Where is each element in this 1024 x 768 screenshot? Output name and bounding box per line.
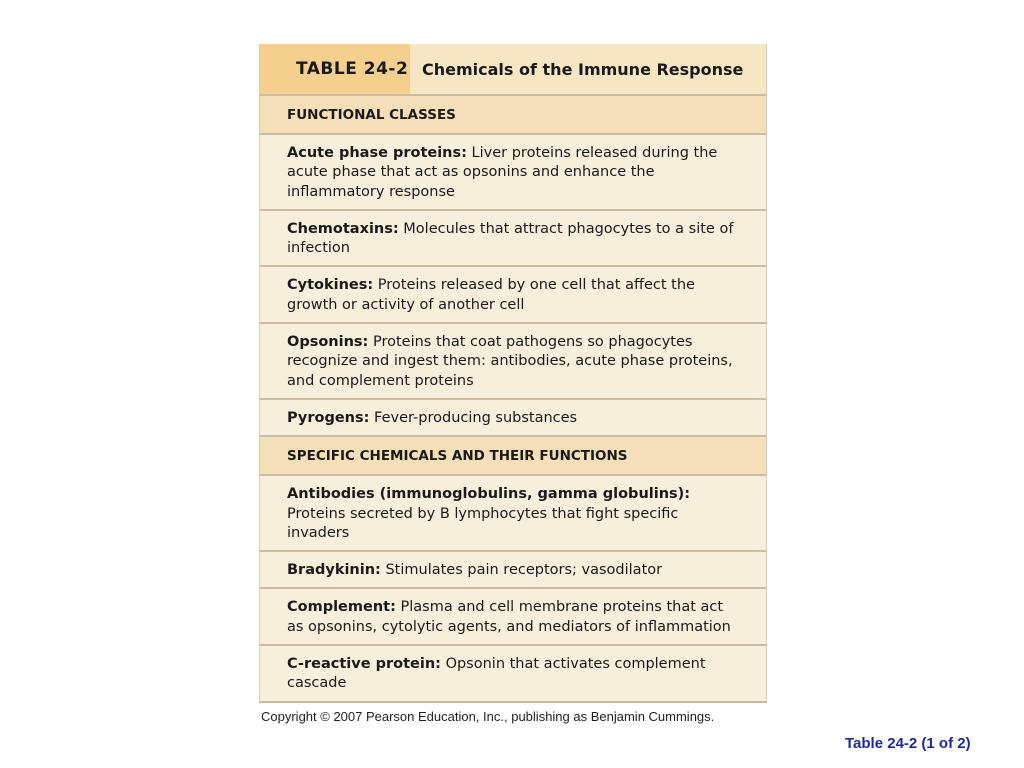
row-term: Acute phase proteins:	[287, 145, 467, 161]
section-heading: SPECIFIC CHEMICALS AND THEIR FUNCTIONS	[260, 437, 766, 476]
row-term: Complement:	[287, 599, 396, 616]
table-row	[260, 476, 766, 552]
copyright-notice: Copyright © 2007 Pearson Education, Inc., publishing as Benjamin Cummings.	[261, 709, 715, 724]
row-term: Antibodies (immunoglobulins, gamma globulins):	[287, 486, 691, 503]
row-definition: Stimulates pain receptors; vasodilator	[385, 562, 663, 579]
table-row	[260, 211, 766, 268]
row-term: Chemotaxins:	[287, 220, 399, 237]
row-term: Cytokines:	[287, 277, 374, 294]
row-definition: Liver proteins released during the acute phase that act as opsonins and enhance the inflammatory response	[287, 145, 718, 200]
table-row	[260, 552, 766, 589]
table-row	[260, 324, 766, 400]
row-definition: Fever-producing substances	[374, 409, 578, 426]
row-term: Opsonins:	[287, 334, 369, 351]
table-row	[260, 267, 766, 324]
table-title: Chemicals of the Immune Response	[410, 44, 766, 94]
row-definition: Plasma and cell membrane proteins that act as opsonins, cytolytic agents, and mediators of inflammation	[287, 599, 731, 635]
table-row	[260, 135, 766, 211]
table-title-row	[260, 44, 766, 96]
row-definition: Proteins that coat pathogens so phagocytes recognize and ingest them: antibodies, acute phase proteins, and complement proteins	[287, 334, 733, 389]
row-term: Pyrogens:	[287, 409, 370, 426]
table-number: TABLE 24-2	[260, 44, 410, 94]
section-heading: FUNCTIONAL CLASSES	[260, 96, 766, 135]
row-term: Bradykinin:	[287, 562, 381, 579]
data-table	[259, 44, 767, 703]
table-row	[260, 589, 766, 646]
slide-caption: Table 24-2 (1 of 2)	[845, 735, 971, 752]
row-term: C-reactive protein:	[287, 656, 441, 673]
table-row	[260, 400, 766, 437]
row-definition: Proteins secreted by B lymphocytes that fight specific invaders	[287, 505, 679, 541]
row-definition: Molecules that attract phagocytes to a site of infection	[287, 220, 734, 257]
table-row	[260, 646, 766, 701]
row-definition: Proteins released by one cell that affect the growth or activity of another cell	[287, 277, 695, 313]
row-definition: Opsonin that activates complement cascade	[287, 656, 706, 692]
